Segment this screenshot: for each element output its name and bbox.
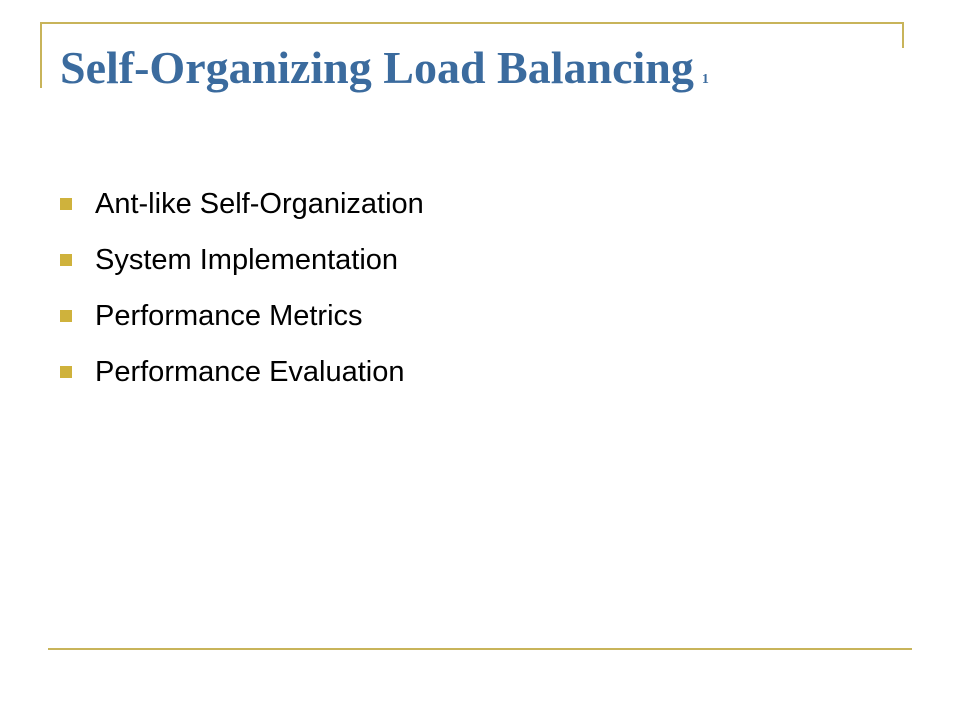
bullet-text: Ant-like Self-Organization — [95, 187, 424, 220]
slide-title-superscript: 1 — [701, 72, 709, 87]
frame-left-line — [40, 22, 42, 88]
bullet-item — [60, 344, 424, 400]
frame-right-line — [902, 22, 904, 48]
frame-bottom-line — [48, 648, 912, 650]
square-bullet-icon — [60, 198, 72, 210]
slide-title — [60, 38, 709, 110]
square-bullet-icon — [60, 310, 72, 322]
frame-top-line — [40, 22, 904, 24]
square-bullet-icon — [60, 366, 72, 378]
slide-title-text: Self-Organizing Load Balancing — [60, 42, 694, 93]
bullet-text: Performance Evaluation — [95, 355, 405, 388]
bullet-item — [60, 176, 424, 232]
bullet-text: System Implementation — [95, 243, 399, 276]
bullet-text: Performance Metrics — [95, 299, 363, 332]
square-bullet-icon — [60, 254, 72, 266]
bullet-list — [60, 176, 424, 400]
bullet-item — [60, 232, 424, 288]
bullet-item — [60, 288, 424, 344]
